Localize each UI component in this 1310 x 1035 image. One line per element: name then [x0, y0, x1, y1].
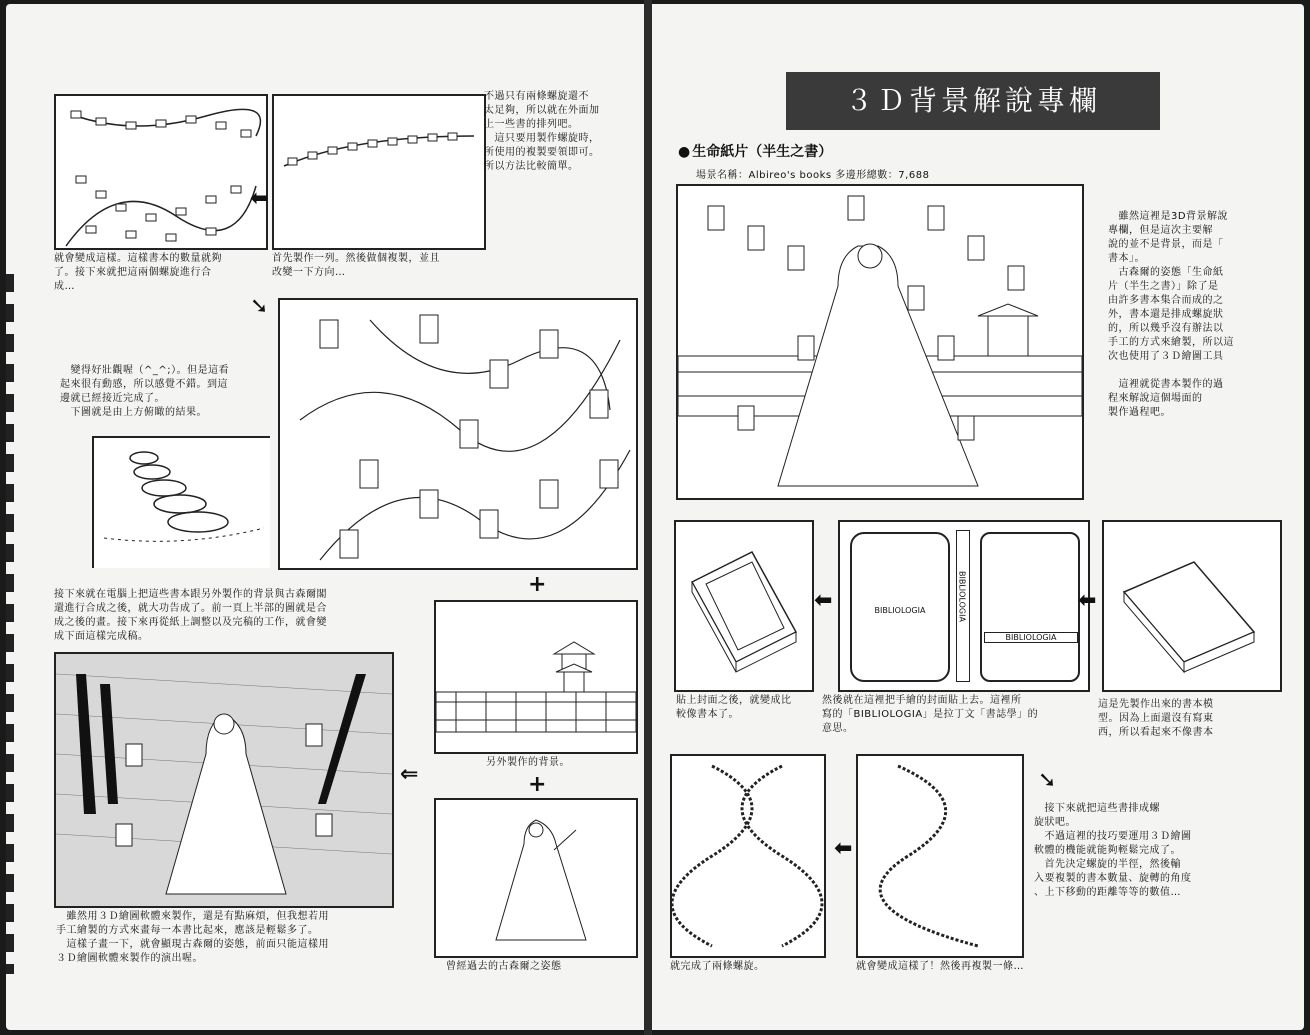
arrow-left-icon-3: ⬅: [814, 588, 833, 613]
section-title: 生命紙片（半生之書）: [692, 144, 833, 160]
column-title: ３Ｄ背景解說專欄: [786, 72, 1160, 130]
final-artwork-drawing: [56, 654, 392, 906]
arrow-left-icon-2: ⇐: [400, 762, 419, 787]
arrow-left-icon: ⬅: [250, 186, 269, 211]
full-spiral-drawing: [280, 300, 636, 568]
intro-note: 雖然這裡是3D背景解說 專欄，但是這次主要解 說的並不是背景，而是「 書本」。 古森爾的姿態「生命紙 片（半生之書）」除了是 由許多書本集合而成的之 外，書本還是排成螺旋狀 的，所以幾乎沒有辦法以 手工的方式來繪製，所以這 次也使用了３Ｄ繪圖工具 這裡就從書本製作的過 程來解說這個場面的 製作過程吧。: [1108, 211, 1234, 418]
plus-icon: +: [528, 572, 547, 597]
cover-plain-text: BIBLIOLOGIA: [874, 606, 926, 615]
caption-double-helix: 就完成了兩條螺旋。: [670, 961, 765, 972]
row-books-drawing: [274, 96, 484, 248]
book-model-drawing: [1104, 522, 1280, 690]
caption-cover: 然後就在這裡把手繪的封面貼上去。這裡所 寫的「BIBLIOLOGIA」是拉丁文「書誌學」的 意思。: [822, 695, 1039, 734]
arrow-left-icon-4: ⬅: [1078, 588, 1097, 613]
page-edge-tabs: [6, 274, 14, 974]
caption-figure: 曾經過去的古森爾之姿態: [446, 961, 562, 972]
panel-figure: [434, 798, 638, 958]
section-heading: [678, 141, 832, 161]
composite-note: 接下來就在電腦上把這些書本跟另外製作的背景與古森爾閣 還進行合成之後，就大功告成了。前一頁上半部的圖就是合 成之後的畫。接下來再從紙上調整以及完稿的工作，就會變 成下面這樣完成稿。: [54, 589, 327, 642]
panel-book-finished: [674, 520, 814, 692]
single-helix-drawing: [858, 756, 1022, 956]
figure-sketch-drawing: [436, 800, 636, 956]
caption-book-model: 這是先製作出來的書本模 型。因為上面還沒有寫東 西，所以看起來不像書本: [1098, 699, 1214, 738]
top-view-spiral-drawing: [94, 438, 270, 568]
caption-single-helix: 就會變成這樣了！然後再複製一條…: [856, 961, 1024, 972]
panel-single-helix: [856, 754, 1024, 958]
panel-main-illustration: [676, 184, 1084, 500]
double-helix-drawing: [672, 756, 824, 956]
panel-cover-texture: [838, 520, 1090, 692]
model-info: 場景名稱：Albireo's books 多邊形總數：7,688: [696, 170, 930, 181]
panel-double-helix: [670, 754, 826, 958]
helix-note: 接下來就把這些書排成螺 旋狀吧。 不過這裡的技巧要運用３Ｄ繪圖 軟體的機能就能夠輕鬆完成了。 首先決定螺旋的半徑，然後輸 入要複製的書本數量、旋轉的角度 、上下移動的距離等等的數值…: [1034, 803, 1192, 898]
book-finished-drawing: [676, 522, 812, 690]
spine-text: BIBLIOLOGIA: [957, 571, 967, 622]
background-building-drawing: [436, 602, 636, 752]
caption-background: 另外製作的背景。: [486, 757, 570, 768]
spiral-books-drawing: [56, 96, 269, 248]
main-illustration-drawing: [678, 186, 1082, 498]
caption-book-finished: 貼上封面之後，就變成比 較像書本了。: [676, 695, 792, 720]
cover-frame-ornate: [980, 532, 1080, 682]
arrow-left-icon-5: ⬅: [834, 836, 853, 861]
panel-single-row: [272, 94, 486, 250]
panel-full-spiral: [278, 298, 638, 570]
bottom-note: 雖然用３Ｄ繪圖軟體來製作，還是有點麻煩，但我想若用 手工繪製的方式來畫每一本書比起來，應該是輕鬆多了。 這樣子畫一下，就會顯現古森爾的姿態，前面只能這樣用 ３Ｄ繪圖軟體來製作的演出喔。: [56, 911, 329, 964]
book-spine: [644, 0, 652, 1035]
bullet-icon: ●: [678, 144, 691, 160]
plus-icon-2: +: [528, 772, 547, 797]
panel-final-artwork: [54, 652, 394, 908]
arrow-down-right-icon-2: ➘: [1038, 768, 1057, 793]
right-page: [652, 4, 1304, 1030]
middle-note: 變得好壯觀喔（^_^;）。但是這看 起來很有動感，所以感覺不錯。到這 邊就已經接近完成了。 下圖就是由上方俯瞰的結果。: [60, 365, 230, 418]
panel-top-view: [92, 436, 270, 568]
caption-single-row: 首先製作一列。然後做個複製，並且 改變一下方向…: [272, 253, 440, 278]
panel-book-model: [1102, 520, 1282, 692]
panel-merged-spirals: [54, 94, 268, 250]
cover-ornate-text: BIBLIOLOGIA: [984, 632, 1078, 643]
caption-merged: 就會變成這樣。這樣書本的數量就夠 了。接下來就把這兩個螺旋進行合 成…: [54, 253, 222, 292]
arrow-down-right-icon: ➘: [250, 294, 269, 319]
top-right-note: 不過只有兩條螺旋還不 太足夠，所以就在外面加 上一些書的排列吧。 這只要用製作螺旋時， 所使用的複製要領即可。 所以方法比較簡單。: [484, 91, 600, 172]
left-page: [6, 4, 644, 1030]
panel-background: [434, 600, 638, 754]
